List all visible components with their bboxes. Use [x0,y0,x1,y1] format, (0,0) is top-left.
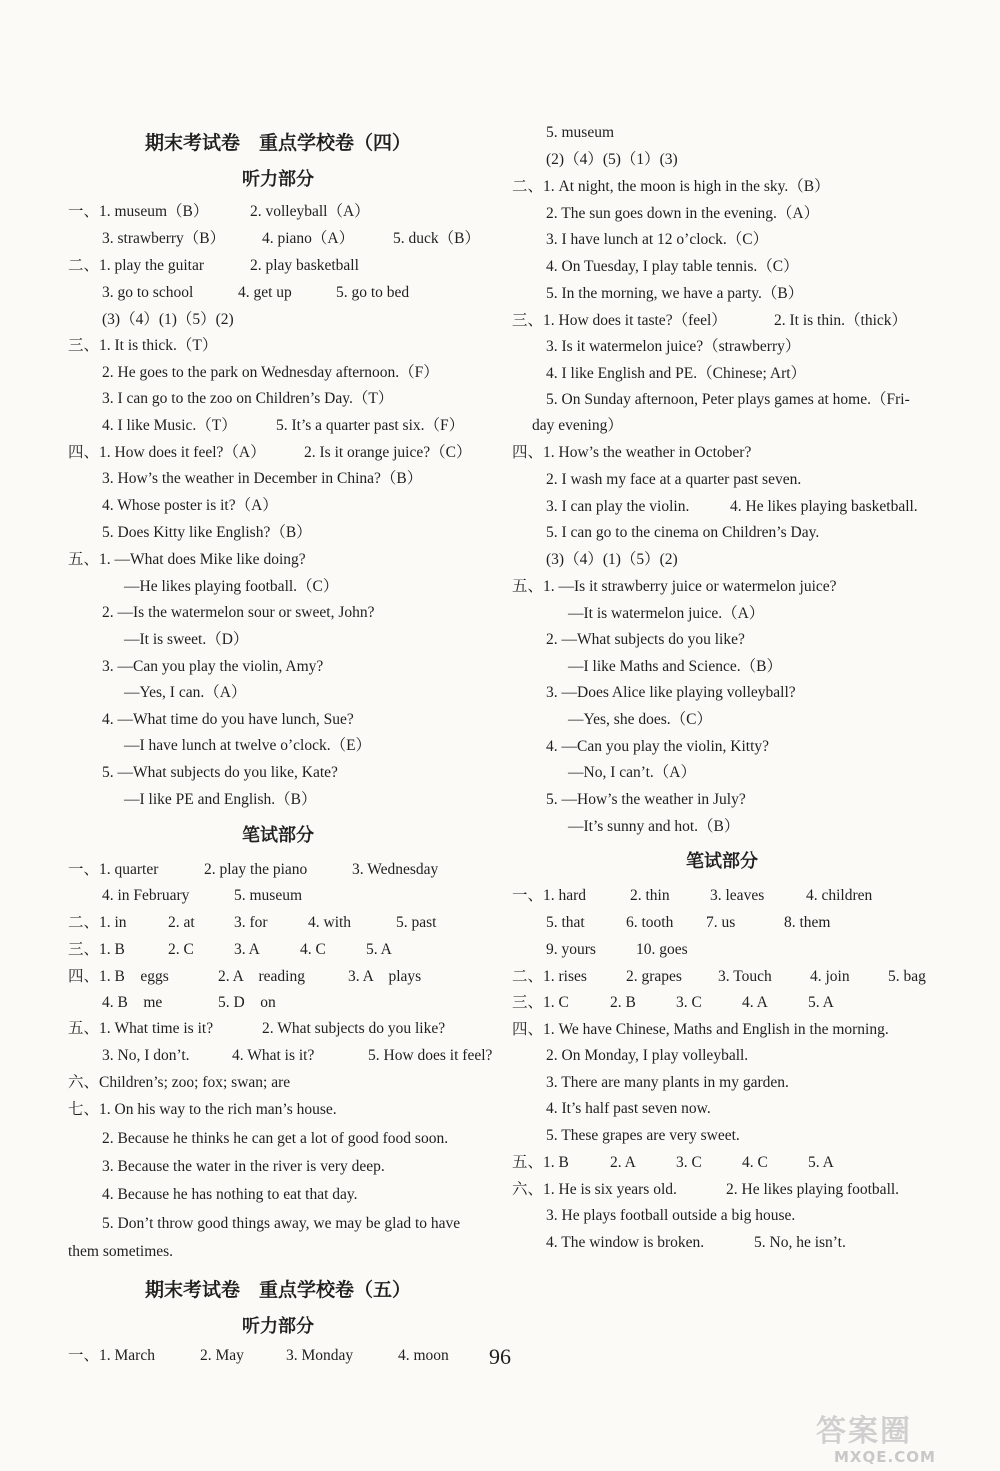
answer-text: 六、Children’s; zoo; fox; swan; are [68,1074,291,1091]
answer-text: 9. yours [546,941,596,958]
answer-text: day evening） [532,417,623,434]
answer-text: 2. Because he thinks he can get a lot of good food soon. [102,1130,449,1147]
answer-text: 五、1. —What does Mike like doing? [68,551,306,568]
answer-text: 4. Whose poster is it?（A） [102,497,278,514]
exam-title-5: 期末考试卷 重点学校卷（五） [144,1279,411,1301]
answer-text: 4. C [300,941,326,958]
answer-text: 3. How’s the weather in December in China?（B） [102,470,423,487]
answer-text: 5. A [808,994,834,1011]
answer-text: 3. C [676,1154,702,1171]
answer-text: —It is watermelon juice.（A） [568,605,765,622]
answer-text: 4. with [308,914,352,931]
answer-text: 2. B [610,994,636,1011]
answer-text: 2. thin [630,887,670,904]
answer-text: 三、1. B [68,941,125,958]
answer-text: 5. museum [234,887,303,904]
answer-text: them sometimes. [68,1243,174,1260]
answer-text: 4. piano（A） [262,230,355,247]
answer-text: 3. Wednesday [352,861,439,878]
answer-text: 一、1. museum（B） [68,203,209,220]
answer-text: 三、1. It is thick.（T） [68,337,218,354]
answer-text: 5. past [396,914,437,931]
answer-text: 二、1. play the guitar [68,257,205,274]
answer-text: 3. —Does Alice like playing volleyball? [546,684,796,701]
answer-text: 5. No, he isn’t. [754,1234,846,1251]
answer-text: 一、1. March [68,1347,155,1364]
answer-text: 2. I wash my face at a quarter past seven. [546,471,802,488]
answer-text: 4. —What time do you have lunch, Sue? [102,711,354,728]
answer-text: 3. strawberry（B） [102,230,226,247]
answer-text: 2. May [200,1347,244,1364]
answer-text: 4. —Can you play the violin, Kitty? [546,738,770,755]
answer-text: —It’s sunny and hot.（B） [568,818,740,835]
answer-text: 4. in February [102,887,190,904]
answer-text: 四、1. B eggs [68,968,169,985]
answer-text: 2. Is it orange juice?（C） [304,444,472,461]
answer-text: —He likes playing football.（C） [124,578,339,595]
answer-text: 4. B me [102,994,163,1011]
answer-text: 3. go to school [102,284,194,301]
answer-text: 3. for [234,914,268,931]
answer-text: 2. play basketball [250,257,359,274]
answer-text: 5. I can go to the cinema on Children’s Day. [546,524,820,541]
answer-text: 四、1. How does it feel?（A） [68,444,266,461]
answer-text: 4. Because he has nothing to eat that day. [102,1186,358,1203]
answer-text: 五、1. What time is it? [68,1020,214,1037]
answer-text: 2. A reading [218,968,305,985]
answer-text: 2. grapes [626,968,682,985]
answer-text: 五、1. —Is it strawberry juice or watermelon juice? [512,578,837,595]
answer-text: 二、1. rises [512,968,587,985]
answer-text: 3. No, I don’t. [102,1047,190,1064]
answer-text: 3. There are many plants in my garden. [546,1074,789,1091]
answer-text: 6. tooth [626,914,674,931]
answer-text: 4. What is it? [232,1047,315,1064]
page-number: 96 [489,1344,511,1369]
answer-text: 5. —How’s the weather in July? [546,791,746,808]
answer-text: 5. A [366,941,392,958]
answer-text: 2. —What subjects do you like? [546,631,745,648]
answer-text: 2. He goes to the park on Wednesday afternoon.（F） [102,364,439,381]
answer-text: 五、1. B [512,1154,569,1171]
answer-text: 4. I like Music.（T） [102,417,237,434]
answer-text: 5. A [808,1154,834,1171]
written-heading: 笔试部分 [686,851,758,872]
answer-text: 4. get up [238,284,292,301]
answer-text: 3. I can go to the zoo on Children’s Day.（T） [102,390,394,407]
answer-text: —It is sweet.（D） [124,631,249,648]
answer-text: 5. museum [546,124,615,141]
answer-text: 2. volleyball（A） [250,203,370,220]
answer-text: 5. How does it feel? [368,1047,493,1064]
answer-text: 2. What subjects do you like? [262,1020,446,1037]
answer-text: 2. On Monday, I play volleyball. [546,1047,749,1064]
answer-text: 5. In the morning, we have a party.（B） [546,285,804,302]
answer-text: —I like Maths and Science.（B） [568,658,782,675]
answer-text: 三、1. How does it taste?（feel） [512,312,727,329]
answer-text: 4. I like English and PE.（Chinese; Art） [546,365,807,382]
answer-text: 5. Don’t throw good things away, we may be glad to have [102,1215,461,1232]
answer-text: 3. Monday [286,1347,354,1364]
answer-text: 5. go to bed [336,284,410,301]
answer-text: 4. join [810,968,850,985]
answer-text: 3. C [676,994,702,1011]
answer-text: 七、1. On his way to the rich man’s house. [68,1101,337,1118]
answer-text: 3. A plays [348,968,422,985]
answer-text: —Yes, I can.（A） [124,684,247,701]
answer-text: 4. moon [398,1347,449,1364]
listening-heading: 听力部分 [242,169,314,190]
answer-text: 5. It’s a quarter past six.（F） [276,417,465,434]
answer-text: 4. children [806,887,873,904]
answer-text: 5. that [546,914,585,931]
answer-text: 4. A [742,994,768,1011]
answer-text: 二、1. in [68,914,127,931]
answer-text: 4. It’s half past seven now. [546,1100,711,1117]
answer-text: 2. at [168,914,195,931]
answer-text: 3. A [234,941,260,958]
answer-text: 2. C [168,941,194,958]
answer-text: 2. —Is the watermelon sour or sweet, John? [102,604,375,621]
answer-text: 六、1. He is six years old. [512,1181,677,1198]
answer-text: 3. Touch [718,968,772,985]
answer-text: 一、1. quarter [68,861,159,878]
watermark-logo [806,1415,996,1467]
answer-text: 4. On Tuesday, I play table tennis.（C） [546,258,799,275]
answer-text: 4. He likes playing basketball. [730,498,918,515]
answer-text: 2. It is thin.（thick） [774,312,908,329]
written-heading: 笔试部分 [242,825,314,846]
answer-text: 三、1. C [512,994,569,1011]
answer-text: (2)（4）(5)（1）(3) [546,151,678,168]
answer-text: 3. I have lunch at 12 o’clock.（C） [546,231,769,248]
answer-text: 5. duck（B） [393,230,480,247]
answer-text: 5. On Sunday afternoon, Peter plays games at home.（Fri- [546,391,910,408]
answer-text: —Yes, she does.（C） [568,711,712,728]
answer-text: (3)（4）(1)（5）(2) [546,551,678,568]
answer-text: 8. them [784,914,831,931]
answer-text: 2. He likes playing football. [726,1181,900,1198]
answer-text: 3. Because the water in the river is very deep. [102,1158,385,1175]
answer-text: —No, I can’t.（A） [568,764,696,781]
answer-text: (3)（4）(1)（5）(2) [102,311,234,328]
watermark-url: MXQE.COM [834,1448,936,1466]
answer-text: 3. leaves [710,887,765,904]
answer-text: 5. These grapes are very sweet. [546,1127,740,1144]
answer-text: 7. us [706,914,736,931]
exam-title-4: 期末考试卷 重点学校卷（四） [144,132,411,154]
answer-text: 5. —What subjects do you like, Kate? [102,764,338,781]
answer-text: 5. Does Kitty like English?（B） [102,524,312,541]
answer-text: 3. Is it watermelon juice?（strawberry） [546,338,801,355]
answer-text: 4. C [742,1154,768,1171]
listening-heading-2: 听力部分 [242,1316,314,1337]
answer-text: 3. He plays football outside a big house. [546,1207,796,1224]
answer-text: 二、1. At night, the moon is high in the sky.（B） [512,178,830,195]
answer-text: 5. bag [888,968,926,985]
answer-text: —I have lunch at twelve o’clock.（E） [124,737,372,754]
answer-text: —I like PE and English.（B） [124,791,317,808]
answer-text: 3. —Can you play the violin, Amy? [102,658,324,675]
answer-text: 四、1. We have Chinese, Maths and English in the morning. [512,1021,889,1038]
answer-text: 四、1. How’s the weather in October? [512,444,752,461]
answer-text: 一、1. hard [512,887,587,904]
answer-text: 4. The window is broken. [546,1234,705,1251]
answer-text: 2. play the piano [204,861,308,878]
answer-text: 2. The sun goes down in the evening.（A） [546,205,820,222]
watermark-logo-text: 答案圈 [816,1414,912,1449]
answer-text: 10. goes [636,941,688,958]
answer-text: 3. I can play the violin. [546,498,690,515]
answer-text: 2. A [610,1154,636,1171]
answer-text: 5. D on [218,994,276,1011]
